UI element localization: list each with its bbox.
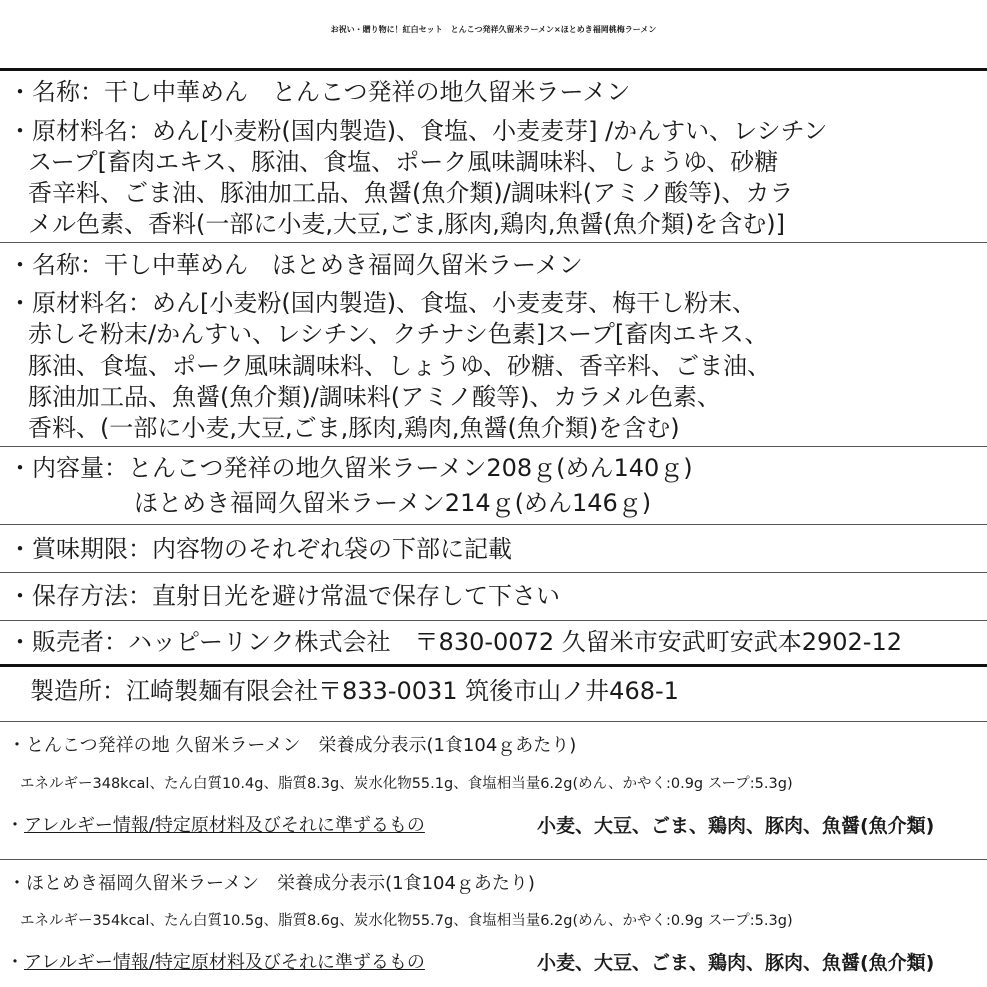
expiry-line: ・賞味期限：内容物のそれぞれ袋の下部に記載 <box>8 535 512 563</box>
nutrition2-allergy-label: ・アレルギー情報/特定原材料及びそれに準ずるもの <box>6 952 425 973</box>
nutrition2-heading: ・ほとめき福岡久留米ラーメン 栄養成分表示(1食104ｇあたり) <box>8 873 535 894</box>
product1-ingredients-line: メル色素、香料(一部に小麦,大豆,ごま,豚肉,鶏肉,魚醤(魚介類)を含む)] <box>28 210 785 238</box>
content-volume-line: ・内容量：とんこつ発祥の地久留米ラーメン208ｇ(めん140ｇ) <box>8 454 693 482</box>
product2-ingredients-line: ・原材料名：めん[小麦粉(国内製造)、食塩、小麦麦芽、梅干し粉末、 <box>8 289 757 317</box>
nutrition1-values: エネルギー348kcal、たん白質10.4g、脂質8.3g、炭水化物55.1g、食塩相当量6.2g(めん、かやく:0.9g スープ:5.3g) <box>20 776 793 792</box>
product2-ingredients-line: 豚油加工品、魚醤(魚介類)/調味料(アミノ酸等)、カラメル色素、 <box>28 383 721 411</box>
divider <box>0 242 987 243</box>
manufacturer-line: 製造所：江崎製麺有限会社〒833-0031 筑後市山ノ井468-1 <box>30 677 679 705</box>
product2-ingredients-line: 豚油、食塩、ポーク風味調味料、しょうゆ、砂糖、香辛料、ごま油、 <box>28 352 772 380</box>
divider <box>0 620 987 621</box>
nutrition1-allergy-value: 小麦、大豆、ごま、鶏肉、豚肉、魚醤(魚介類) <box>537 815 935 837</box>
content-volume-line: ほとめき福岡久留米ラーメン214ｇ(めん146ｇ) <box>134 489 652 517</box>
divider <box>0 859 987 860</box>
product1-name: ・名称：干し中華めん とんこつ発祥の地久留米ラーメン <box>8 78 631 106</box>
product2-ingredients-line: 赤しそ粉末/かんすい、レシチン、クチナシ色素]スープ[畜肉エキス、 <box>28 320 769 348</box>
nutrition2-values: エネルギー354kcal、たん白質10.5g、脂質8.6g、炭水化物55.7g、食塩相当量6.2g(めん、かやく:0.9g スープ:5.3g) <box>20 913 793 929</box>
nutrition2-allergy-value: 小麦、大豆、ごま、鶏肉、豚肉、魚醤(魚介類) <box>537 952 935 974</box>
storage-line: ・保存方法：直射日光を避け常温で保存して下さい <box>8 582 560 610</box>
divider <box>0 446 987 447</box>
divider <box>0 572 987 573</box>
product1-ingredients-line: 香辛料、ごま油、豚油加工品、魚醤(魚介類)/調味料(アミノ酸等)、カラ <box>28 179 794 207</box>
seller-line: ・販売者：ハッピーリンク株式会社 〒830-0072 久留米市安武町安武本2902-12 <box>8 628 903 656</box>
product2-name: ・名称：干し中華めん ほとめき福岡久留米ラーメン <box>8 251 583 279</box>
page-title: お祝い・贈り物に！紅白セット とんこつ発祥久留米ラーメン×ほとめき福岡桃梅ラーメン <box>330 25 657 34</box>
product1-ingredients-line: ・原材料名：めん[小麦粉(国内製造)、食塩、小麦麦芽] /かんすい、レシチン <box>8 117 828 145</box>
product1-ingredients-line: スープ[畜肉エキス、豚油、食塩、ポーク風味調味料、しょうゆ、砂糖 <box>28 148 779 176</box>
divider <box>0 68 987 71</box>
divider <box>0 524 987 525</box>
nutrition1-heading: ・とんこつ発祥の地 久留米ラーメン 栄養成分表示(1食104ｇあたり) <box>8 735 577 756</box>
nutrition1-allergy-label: ・アレルギー情報/特定原材料及びそれに準ずるもの <box>6 815 425 836</box>
divider <box>0 664 987 667</box>
product2-ingredients-line: 香料、(一部に小麦,大豆,ごま,豚肉,鶏肉,魚醤(魚介類)を含む) <box>28 414 680 442</box>
divider <box>0 721 987 722</box>
